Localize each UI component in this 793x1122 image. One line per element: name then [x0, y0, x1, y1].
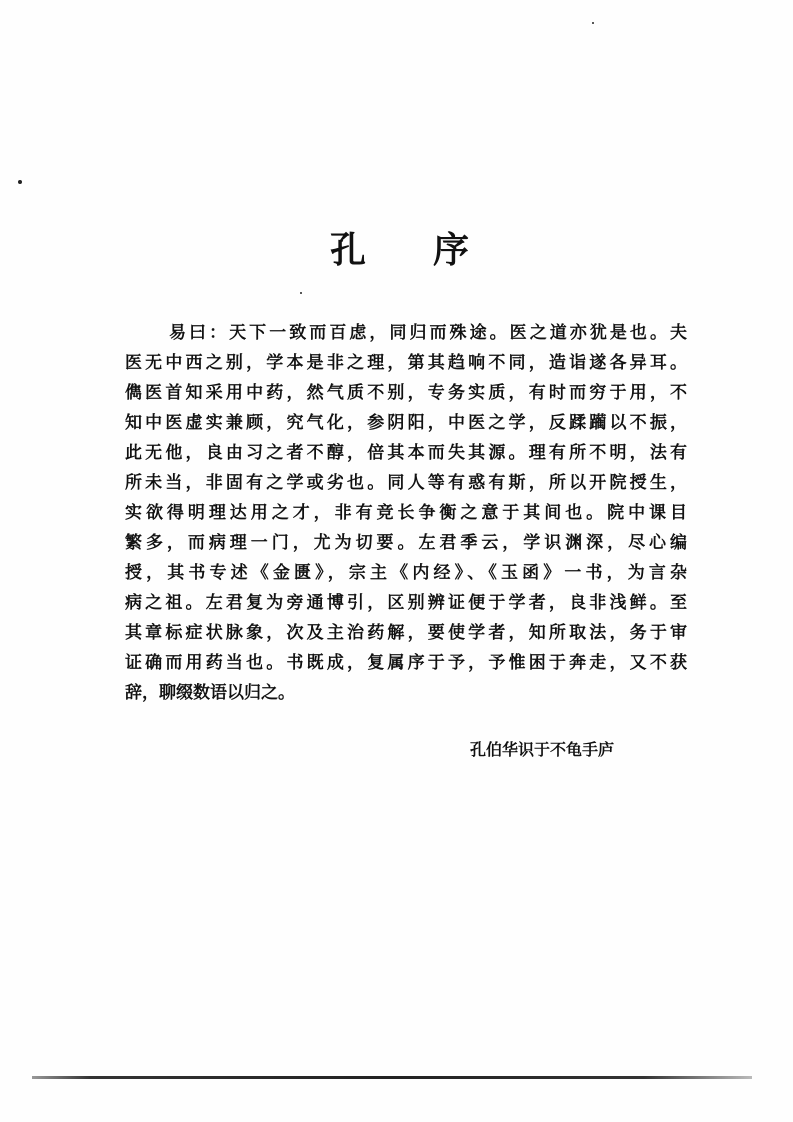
text-line: 此无他，良由习之者不醇，倍其本而失其源。理有所不明，法有	[125, 443, 687, 463]
text-line: 授，其书专述《金匮》，宗主《内经》、《玉函》一书，为言杂	[125, 563, 687, 583]
preface-body	[125, 318, 687, 708]
margin-speck	[18, 180, 22, 184]
text-line: 其章标症状脉象，次及主治药解，要使学者，知所取法，务于审	[125, 623, 687, 643]
text-line: 繁多，而病理一门，尤为切要。左君季云，学识渊深，尽心编	[125, 533, 687, 553]
margin-speck	[592, 22, 594, 24]
text-line: 辞，聊缀数语以归之。	[125, 683, 295, 703]
text-line: 所未当，非固有之学或劣也。同人等有惑有斯，所以开院授生，	[125, 473, 687, 493]
text-line: 证确而用药当也。书既成，复属序于予，予惟困于奔走，又不获	[125, 653, 687, 673]
title-char-2: 序	[433, 229, 470, 271]
scan-edge-line	[32, 1076, 752, 1079]
margin-speck	[300, 292, 302, 294]
page-title	[330, 222, 490, 274]
text-line: 医无中西之别，学本是非之理，第其趋响不同，造诣遂各异耳。	[125, 353, 687, 373]
text-line: 易曰：天下一致而百虑，同归而殊途。医之道亦犹是也。夫	[169, 323, 687, 343]
text-line: 病之祖。左君复为旁通博引，区别辨证便于学者，良非浅鲜。至	[125, 593, 687, 613]
title-char-1: 孔	[330, 229, 367, 271]
text-line: 儁医首知采用中药，然气质不别，专务实质，有时而穷于用，不	[125, 383, 687, 403]
author-signature: 孔伯华识于不龟手庐	[470, 740, 615, 759]
text-line: 知中医虚实兼顾，究气化，参阴阳，中医之学，反蹂躏以不振，	[125, 413, 687, 433]
text-line: 实欲得明理达用之才，非有竞长争衡之意于其间也。院中课目	[125, 503, 687, 523]
